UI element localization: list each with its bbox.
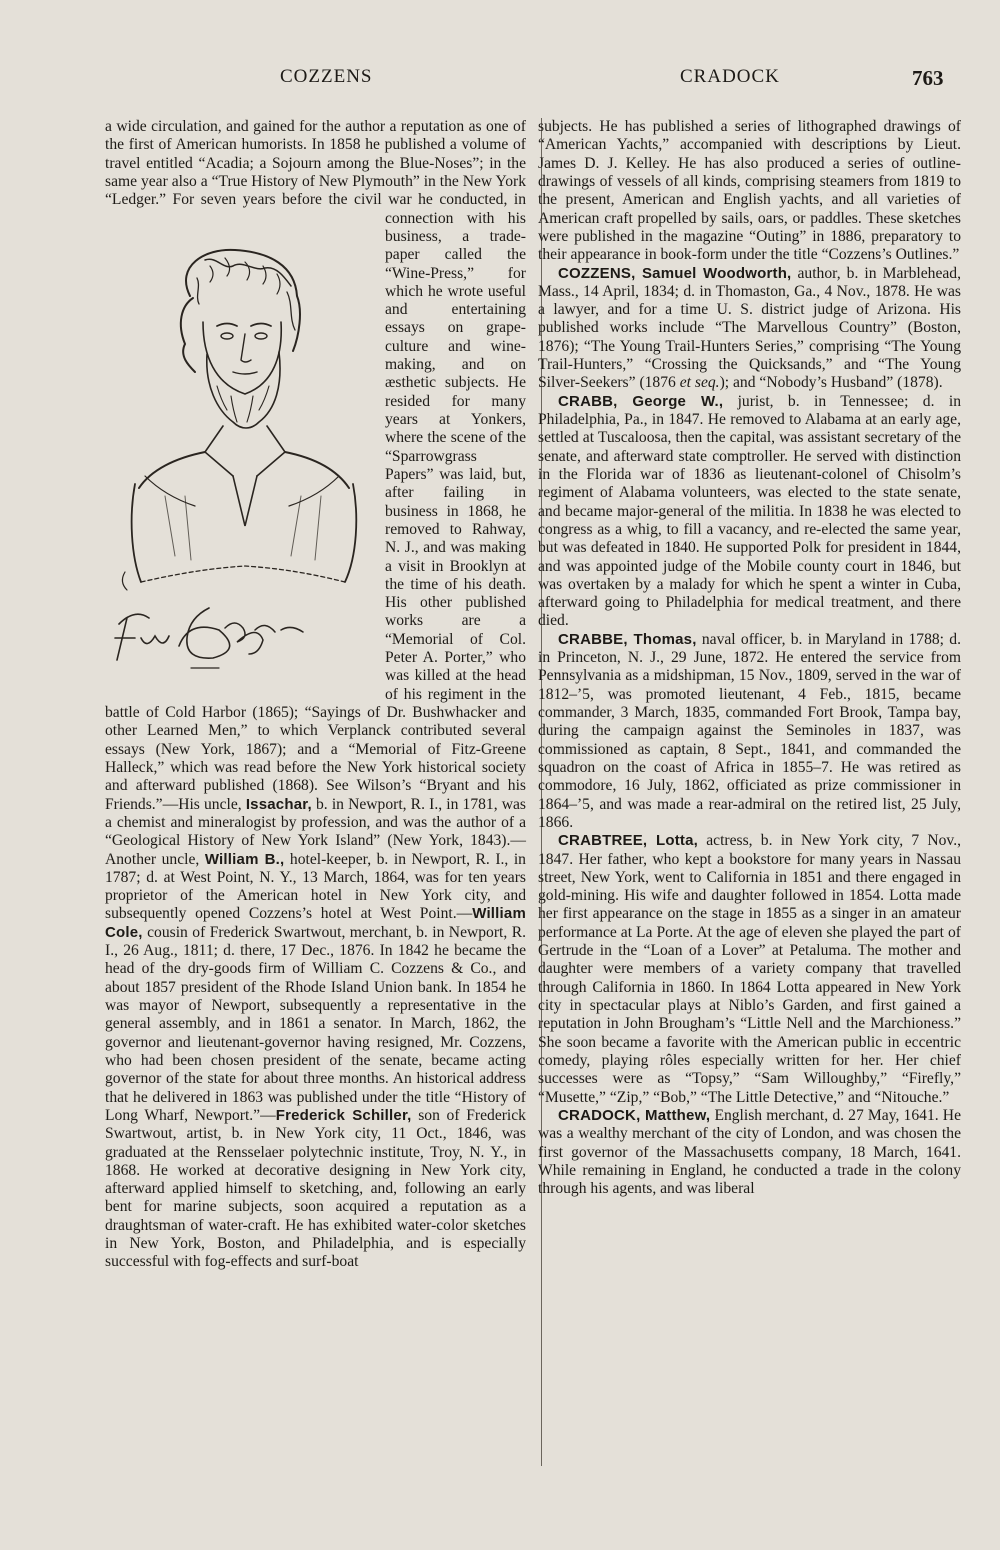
- frederick-schiller-entry-continued: subjects. He has published a series of lithographed drawings of “American Yachts,” accompanied with descriptions by Lieut. James D. J. Kelley. He has also produced a series of outline-drawings of vessels of all kinds, comprising steamers from 1819 to the present, American and English yachts, and all varieties of American craft propelled by sails, oars, or paddles. These sketches were published in the magazine “Outing” in 1886, preparatory to their appearance in book-form under the title “Cozzens’s Outlines.”: [538, 118, 961, 264]
- page-number: 763: [912, 66, 944, 90]
- entry-text: son of Frederick Swartwout, artist, b. in New York city, 11 Oct., 1846, was graduated at the Rensselaer polytechnic institute, Troy, N. Y., in 1868. He worked at decorative designing in New York city, afterward applied himself to sketching, and, following an early bent for marine subjects, soon acquired a reputation as a draughtsman of water-craft. He has exhibited water-color sketches in New York, Boston, and Philadelphia, and is especially successful with fog-effects and surf-boat: [105, 1106, 526, 1271]
- entry-text: author, b. in Marblehead, Mass., 14 April, 1834; d. in Thomaston, Ga., 4 Nov., 1878. He was a lawyer, and for a time U. S. district judge of Arizona. His published works include “The Marvellous Country” (Boston, 1876); “The Young Trail-Hunters Series,” comprising “The Young Trail-Hunters,” “Crossing the Quicksands,” and “The Young Silver-Seekers” (1876: [538, 264, 961, 392]
- cradock-entry: [538, 1107, 961, 1199]
- entry-heading-crabb: CRABB, George W.,: [558, 392, 724, 410]
- entry-text: jurist, b. in Tennessee; d. in Philadelphia, Pa., in 1847. He removed to Alabama at an early age, settled at Tuscaloosa, then the capital, was assistant secretary of the senate, and afterward state comptroller. He served with distinction in the Florida war of 1836 as lieutenant-colonel of Chisolm’s regiment of Alabama volunteers, was elected to the state senate, and became major-general of the militia. In 1838 he was elected to congress as a whig, to fill a vacancy, and re-elected the same year, but was defeated in 1840. He supported Polk for president in 1844, and was appointed judge of the Mobile county court in 1846, but was overtaken by a malady for which he spent a winter in Cuba, afterward going to Philadelphia for medical treatment, and there died.: [538, 392, 961, 630]
- entry-text: English merchant, d. 27 May, 1641. He was a wealthy merchant of the city of London, and was chosen the first governor of the Massachusetts company, 18 March, 1641. While remaining in England, he conducted a trade in the colony through his agents, and was liberal: [538, 1106, 961, 1198]
- signature-text: Fred. S. Cozzens.: [237, 688, 245, 689]
- entry-text: naval officer, b. in Maryland in 1788; d. in Princeton, N. J., 29 June, 1872. He entered the service from Pennsylvania as a midshipman, 15 Nov., 1809, served in the war of 1812–’5, was promoted lieutenant, 4 Feb., 1815, became commander, 3 March, 1835, commanded Fort Brook, Tampa bay, during the campaign against the Seminoles in 1837, was commissioned as captain, 8 Sept., 1841, and commanded the squadron on the coast of Africa in 1855–7. He was retired as commodore, 16 July, 1862, officiated as prize commissioner in 1864–’5, and was made a rear-admiral on the retired list, 25 July, 1866.: [538, 630, 961, 831]
- entry-text-italic: et seq.: [679, 374, 720, 392]
- crabb-entry: [538, 393, 961, 631]
- portrait-engraving: [105, 226, 377, 692]
- crabbe-entry: [538, 631, 961, 832]
- entry-text: b. in Newport, R. I., in 1781, was a chemist and mineralogist by profession, and was the author of a “Geological History of New York Island” (New York, 1843).—Another uncle,: [105, 795, 526, 868]
- running-head-left: COZZENS: [280, 66, 373, 87]
- entry-text: cousin of Frederick Swartwout, merchant, b. in Newport, R. I., 26 Aug., 1811; d. there, 17 Dec., 1876. In 1842 he became the head of the dry-goods firm of William C. Cozzens & Co., and about 1857 president of the Rhode Island Union bank. In 1854 he was mayor of Newport, subsequently a representative in the general assembly, and in 1861 a senator. In March, 1862, the governor and lieutenant-governor having resigned, Mr. Cozzens, who had been chosen president of the senate, became acting governor of the state for about three months. An historical address that he delivered in 1863 was published under the title “History of Long Wharf, Newport.”—: [105, 923, 526, 1124]
- entry-text: ); and “Nobody’s Husband” (1878).: [719, 374, 943, 392]
- crabtree-entry: [538, 832, 961, 1107]
- entry-text: a wide circulation, and gained for the author a reputation as one of the first of American humorists. In 1858 he published a volume of travel entitled “Acadia; a Sojourn among the Blue-Noses”; in the same year also a “True History of New Plymouth” in the New York “Ledger.” For seven years before the civil war he conducted, in connection with his business, a trade-paper called the “Wine-Press,” for which he wrote useful and entertaining essays on grape-culture and wine-making, and on æsthetic subjects. He resided for many years at Yonkers, where the scene of the “Sparrowgrass Papers” was laid, but, after failing in business in 1868, he removed to Rahway, N. J., and was making a visit in Brooklyn at the time of his death. His other published works are a “Memorial of Col. Peter A. Porter,” who was killed at the head of his regiment in the battle of Cold Harbor (1865); “Sayings of Dr. Bushwhacker and other Learned Men,” to which Verplanck contributed several essays (New York, 1867); and a “Memorial of Fitz-Greene Halleck,” which was read before the New York historical society and afterward published (1868). See Wilson’s “Bryant and his Friends.”—His uncle,: [105, 118, 526, 813]
- entry-heading-crabbe: CRABBE, Thomas,: [558, 630, 697, 648]
- cozzens-samuel-entry: [538, 265, 961, 393]
- left-column: [105, 118, 526, 1272]
- portrait-illustration: [105, 226, 377, 692]
- entry-heading-issachar: Issachar,: [245, 795, 312, 813]
- entry-heading-william-b: William B.,: [204, 850, 285, 868]
- entry-heading-samuel-woodworth: COZZENS, Samuel Woodworth,: [558, 264, 792, 282]
- entry-text: hotel-keeper, b. in Newport, R. I., in 1787; d. at West Point, N. Y., 13 March, 1864, was for ten years proprietor of the American hotel in New York city, and subsequently opened Cozzens’s hotel at West Point.—: [105, 850, 526, 923]
- right-column: [538, 118, 961, 1198]
- entry-heading-frederick-schiller: Frederick Schiller,: [275, 1106, 412, 1124]
- entry-heading-cradock: CRADOCK, Matthew,: [558, 1106, 711, 1124]
- entry-text: actress, b. in New York city, 7 Nov., 1847. Her father, who kept a bookstore for many years in Nassau street, New York, went to California in 1851 and there engaged in gold-mining. His wife and daughter followed in 1854. Lotta made her first appearance on the stage in 1855 as a singer in an amateur performance at La Porte. At the age of eleven she played the part of Gertrude in the “Loan of a Lover” at Petaluma. The mother and daughter were members of a variety company that travelled through California in 1860. In 1864 Lotta appeared in New York city in spectacular plays at Niblo’s Garden, and first gained a reputation in John Brougham’s “Little Nell and the Marchioness.” She soon became a favorite with the American public in eccentric comedy, playing rôles especially written for her. Her chief successes were as “Topsy,” “Sam Willoughby,” “Firefly,” “Musette,” “Zip,” “Bob,” “The Little Detective,” and “Nitouche.”: [538, 832, 961, 1106]
- entry-heading-william-cole: William Cole,: [105, 905, 526, 941]
- running-head-right: CRADOCK: [680, 66, 780, 87]
- entry-heading-crabtree: CRABTREE, Lotta,: [558, 832, 699, 850]
